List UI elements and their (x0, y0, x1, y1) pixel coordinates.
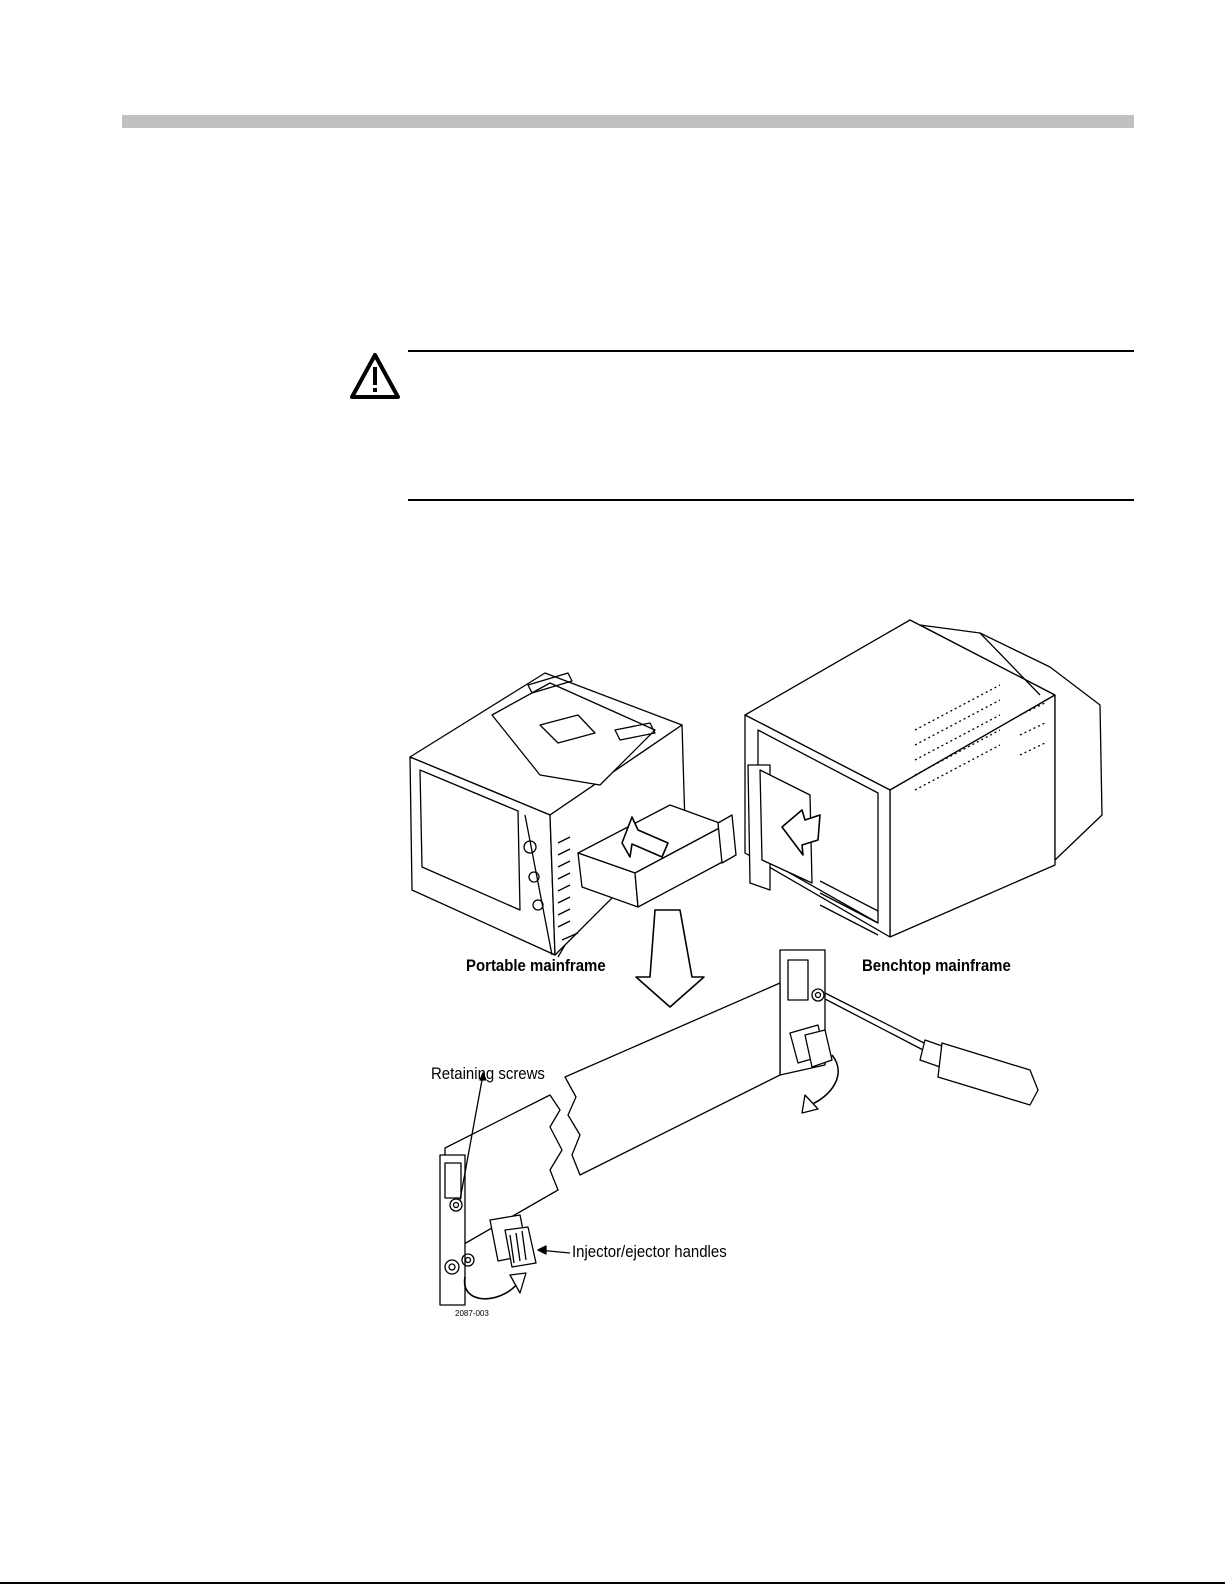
caution-rule-top (408, 350, 1134, 352)
benchtop-mainframe (745, 620, 1102, 937)
portable-mainframe (410, 673, 736, 957)
module-installation-illustration (400, 615, 1140, 1345)
portable-mainframe-label: Portable mainframe (466, 956, 606, 975)
handles-label: Injector/ejector handles (572, 1242, 727, 1261)
plug-in-module-detail (440, 950, 1038, 1305)
benchtop-mainframe-label: Benchtop mainframe (862, 956, 1011, 975)
footer-rule (0, 1582, 1225, 1584)
caution-rule-bottom (408, 499, 1134, 501)
retaining-screws-label: Retaining screws (431, 1064, 545, 1083)
figure-number: 2087-003 (455, 1309, 489, 1318)
warning-triangle-icon (349, 352, 401, 400)
down-arrow-icon (636, 910, 704, 1007)
header-bar (122, 115, 1134, 128)
